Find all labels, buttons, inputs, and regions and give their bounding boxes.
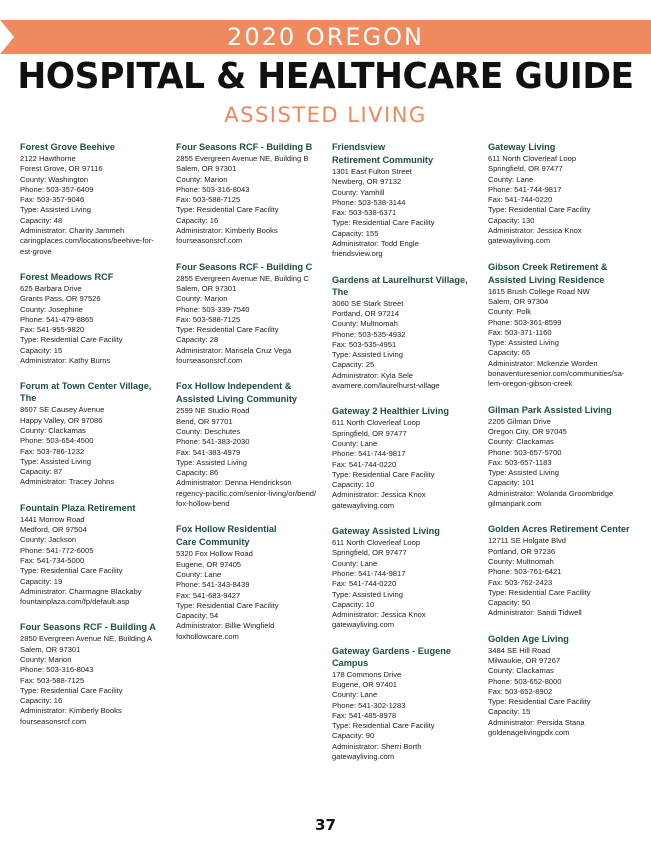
listing-entry	[20, 621, 170, 727]
facility-type: Type: Assisted Living	[20, 456, 91, 466]
facility-detail: Newberg, OR 97132	[332, 177, 402, 187]
facility-type: Type: Residential Care Facility	[20, 335, 123, 345]
listing-entry	[488, 261, 638, 390]
facility-county: County: Marion	[176, 294, 228, 304]
facility-detail: 611 North Cloverleaf Loop	[332, 538, 421, 548]
facility-detail: 12711 SE Holgate Blvd	[488, 536, 566, 546]
facility-detail: Springfield, OR 97477	[488, 164, 563, 174]
facility-county: County: Clackamas	[488, 437, 554, 447]
listing-column-3	[332, 141, 482, 776]
facility-detail: 611 North Cloverleaf Loop	[488, 154, 577, 163]
section-subtitle: ASSISTED LIVING	[224, 103, 427, 127]
facility-county: County: Polk	[488, 307, 532, 317]
facility-detail: Salem, OR 97304	[488, 296, 549, 306]
facility-capacity: Capacity: 50	[488, 598, 531, 608]
facility-capacity: Capacity: 25	[332, 360, 375, 370]
facility-name: Gateway 2 Healthier Living	[332, 406, 449, 417]
facility-type: Type: Residential Care Facility	[20, 566, 123, 576]
facility-website[interactable]: foxhollowcare.com	[176, 631, 239, 641]
facility-detail: Medford, OR 97504	[20, 525, 87, 535]
facility-website[interactable]: bonaventuresenior.com/communities/sa-	[488, 369, 625, 379]
listing-entry	[20, 502, 170, 608]
facility-phone: Phone: 541-744-9817	[488, 184, 562, 194]
facility-name: Four Seasons RCF - Building C	[176, 261, 313, 272]
listing-entry	[176, 261, 326, 367]
listing-entry	[332, 525, 482, 631]
facility-detail: 2122 Hawthorne	[20, 154, 76, 163]
facility-county: County: Lane	[176, 569, 222, 579]
listing-entry	[332, 141, 482, 260]
facility-county: County: Multnomah	[332, 319, 398, 329]
listing-column-4	[488, 141, 638, 752]
facility-website[interactable]: gatewayliving.com	[332, 620, 395, 630]
facility-capacity: Capacity: 15	[488, 707, 531, 717]
listing-entry	[176, 523, 326, 642]
facility-type: Type: Residential Care Facility	[332, 218, 435, 228]
facility-detail: 2855 Evergreen Avenue NE, Building B	[176, 154, 309, 163]
facility-website[interactable]: fountainplaza.com/fp/default.asp	[20, 597, 130, 607]
facility-fax: Fax: 541-734-5000	[20, 555, 85, 565]
facility-phone: Phone: 503-361-8599	[488, 317, 562, 327]
facility-type: Type: Residential Care Facility	[488, 205, 591, 215]
listing-entry	[176, 380, 326, 509]
facility-detail: Eugene, OR 97401	[332, 679, 398, 689]
facility-county: County: Marion	[20, 654, 72, 664]
facility-detail: Milwaukie, OR 97267	[488, 655, 561, 665]
facility-detail: 8607 SE Causey Avenue	[20, 405, 105, 415]
facility-detail: 2205 Gilman Drive	[488, 416, 551, 426]
facility-administrator: Administrator: Sandi Tidwell	[488, 608, 582, 618]
facility-capacity: Capacity: 28	[176, 335, 219, 345]
facility-website[interactable]: friendsview.org	[332, 249, 383, 259]
facility-detail: 3060 SE Stark Street	[332, 298, 404, 308]
facility-phone: Phone: 541-383-2030	[176, 437, 250, 447]
facility-name: Gateway Gardens - Eugene Campus	[332, 645, 451, 668]
facility-website[interactable]: fourseasonsrcf.com	[176, 356, 243, 366]
facility-phone: Phone: 541-479-8865	[20, 314, 94, 324]
facility-capacity: Capacity: 87	[20, 467, 63, 477]
facility-name: Golden Age Living	[488, 633, 569, 644]
facility-name: Care Community	[176, 537, 250, 548]
facility-county: County: Lane	[488, 174, 534, 184]
facility-detail: 3484 SE Hill Road	[488, 645, 551, 655]
facility-name: Friendsview	[332, 142, 386, 152]
facility-fax: Fax: 503-588-7125	[176, 314, 241, 324]
facility-capacity: Capacity: 130	[488, 215, 535, 225]
facility-capacity: Capacity: 10	[332, 599, 375, 609]
facility-administrator: Administrator: Charity Jammeh	[20, 226, 125, 236]
facility-fax: Fax: 503-535-4951	[332, 339, 397, 349]
facility-phone: Phone: 541-302-1283	[332, 700, 406, 710]
facility-fax: Fax: 541-744-0220	[488, 195, 553, 205]
facility-capacity: Capacity: 15	[20, 345, 63, 355]
facility-website[interactable]: gatewayliving.com	[332, 500, 395, 510]
listing-entry	[176, 141, 326, 247]
facility-county: County: Yamhill	[332, 187, 385, 197]
facility-type: Type: Assisted Living	[332, 589, 403, 599]
facility-phone: Phone: 503-535-4932	[332, 329, 406, 339]
facility-name: Forum at Town Center Village, The	[20, 381, 152, 404]
facility-website[interactable]: fourseasonsrcf.com	[176, 236, 243, 246]
facility-administrator: Administrator: Persida Stana	[488, 717, 585, 727]
facility-county: County: Clackamas	[488, 666, 554, 676]
facility-phone: Phone: 541-744-9817	[332, 449, 406, 459]
facility-capacity: Capacity: 19	[20, 576, 63, 586]
facility-administrator: Administrator: Billie Wingfield	[176, 621, 275, 631]
facility-detail: Springfield, OR 97477	[332, 428, 407, 438]
facility-type: Type: Assisted Living	[488, 338, 559, 348]
facility-detail: 1615 Brush College Road NW	[488, 286, 590, 296]
listing-entry	[20, 271, 170, 366]
facility-detail: fox-hollow-bend	[176, 499, 230, 509]
page-number: 37	[315, 816, 336, 834]
listing-entry	[488, 523, 638, 618]
facility-fax: Fax: 503-538-6371	[332, 208, 397, 218]
facility-name: Gardens at Laurelhurst Village, The	[332, 274, 468, 297]
facility-phone: Phone: 541-343-8439	[176, 580, 250, 590]
facility-administrator: Administrator: Jessica Knox	[488, 226, 582, 236]
facility-type: Type: Assisted Living	[20, 205, 91, 215]
facility-detail: est-grove	[20, 246, 52, 256]
facility-phone: Phone: 503-761-6421	[488, 567, 562, 577]
banner-text: 2020 OREGON	[227, 23, 424, 51]
facility-type: Type: Residential Care Facility	[176, 205, 279, 215]
facility-type: Type: Residential Care Facility	[332, 721, 435, 731]
facility-administrator: Administrator: Mckenzie Worden	[488, 358, 598, 368]
facility-detail: 2850 Evergreen Avenue NE, Building A	[20, 634, 152, 644]
facility-administrator: Administrator: Todd Engle	[332, 239, 419, 249]
facility-type: Type: Residential Care Facility	[332, 469, 435, 479]
listing-entry	[332, 405, 482, 511]
facility-name: Forest Meadows RCF	[20, 271, 114, 282]
facility-fax: Fax: 541-955-9820	[20, 325, 85, 335]
facility-capacity: Capacity: 86	[176, 468, 219, 478]
facility-detail: 611 North Cloverleaf Loop	[332, 418, 421, 428]
facility-website[interactable]: gilmanpark.com	[488, 499, 542, 509]
listing-entry	[332, 274, 482, 392]
facility-fax: Fax: 541-485-8978	[332, 710, 397, 720]
facility-type: Type: Residential Care Facility	[488, 587, 591, 597]
facility-type: Type: Assisted Living	[488, 468, 559, 478]
facility-fax: Fax: 541-744-0220	[332, 459, 397, 469]
facility-phone: Phone: 503-316-8043	[20, 665, 94, 675]
facility-county: County: Washington	[20, 174, 89, 184]
facility-fax: Fax: 503-762-2423	[488, 577, 553, 587]
facility-name: Fountain Plaza Retirement	[20, 502, 136, 513]
listing-entry	[488, 633, 638, 739]
facility-name: Gateway Living	[488, 142, 556, 152]
facility-administrator: Administrator: Charmagne Blackaby	[20, 586, 142, 596]
facility-detail: Portland, OR 97214	[332, 308, 400, 318]
facility-county: County: Lane	[332, 438, 378, 448]
facility-detail: 178 Commons Drive	[332, 669, 402, 679]
facility-detail: Bend, OR 97701	[176, 416, 233, 426]
facility-capacity: Capacity: 10	[332, 480, 375, 490]
facility-phone: Phone: 503-654-4500	[20, 436, 94, 446]
facility-name: Four Seasons RCF - Building A	[20, 622, 156, 633]
page-title: HOSPITAL & HEALTHCARE GUIDE	[17, 56, 634, 97]
facility-name: Four Seasons RCF - Building B	[176, 142, 313, 152]
facility-website[interactable]: regency-pacific.com/senior-living/or/bend/	[176, 488, 317, 498]
facility-type: Type: Assisted Living	[176, 457, 247, 467]
facility-county: County: Multnomah	[488, 556, 554, 566]
facility-administrator: Administrator: Kimberly Books	[20, 706, 122, 716]
facility-fax: Fax: 541-683-9427	[176, 590, 241, 600]
facility-name: Gilman Park Assisted Living	[488, 404, 612, 415]
facility-detail: Oregon City, OR 97045	[488, 426, 567, 436]
listing-column-1	[20, 141, 170, 741]
facility-county: County: Marion	[176, 174, 228, 184]
facility-county: County: Lane	[332, 558, 378, 568]
facility-type: Type: Residential Care Facility	[176, 325, 279, 335]
listing-entry	[20, 380, 170, 487]
facility-administrator: Administrator: Kyla Sele	[332, 370, 414, 380]
facility-fax: Fax: 503-657-1183	[488, 457, 552, 467]
facility-capacity: Capacity: 155	[332, 228, 379, 238]
facility-detail: 5320 Fox Hollow Road	[176, 549, 253, 559]
facility-detail: lem-oregon-gibson-creek	[488, 379, 573, 389]
facility-phone: Phone: 503-339-7540	[176, 304, 250, 314]
facility-county: County: Jackson	[20, 535, 77, 545]
facility-name: Assisted Living Residence	[488, 274, 605, 285]
facility-detail: 1301 East Fulton Street	[332, 167, 412, 176]
facility-administrator: Administrator: Marisela Cruz Vega	[176, 345, 292, 355]
facility-detail: 2855 Evergreen Avenue NE, Building C	[176, 273, 309, 283]
facility-fax: Fax: 503-786-1232	[20, 446, 85, 456]
listing-column-2	[176, 141, 326, 656]
facility-detail: Eugene, OR 97405	[176, 559, 242, 569]
facility-type: Type: Residential Care Facility	[20, 685, 123, 695]
facility-name: Gateway Assisted Living	[332, 526, 440, 537]
facility-county: County: Josephine	[20, 304, 83, 314]
facility-fax: Fax: 503-371-1160	[488, 327, 552, 337]
facility-county: County: Deschutes	[176, 426, 241, 436]
facility-name: Fox Hollow Independent &	[176, 381, 292, 392]
facility-phone: Phone: 503-652-8000	[488, 676, 562, 686]
facility-capacity: Capacity: 90	[332, 731, 375, 741]
facility-phone: Phone: 503-657-5700	[488, 447, 562, 457]
facility-administrator: Administrator: Kathy Burns	[20, 356, 111, 366]
facility-capacity: Capacity: 48	[20, 215, 63, 225]
facility-website[interactable]: caringplaces.com/locations/beehive-for-	[20, 236, 154, 246]
facility-fax: Fax: 541-744-0220	[332, 579, 397, 589]
facility-name: Gibson Creek Retirement &	[488, 261, 608, 272]
facility-type: Type: Residential Care Facility	[176, 600, 279, 610]
facility-name: Retirement Community	[332, 155, 434, 165]
facility-capacity: Capacity: 16	[176, 215, 219, 225]
facility-detail: Portland, OR 97236	[488, 546, 556, 556]
listing-entry	[488, 404, 638, 510]
facility-name: Assisted Living Community	[176, 394, 297, 405]
facility-name: Fox Hollow Residential	[176, 524, 277, 535]
facility-capacity: Capacity: 16	[20, 696, 63, 706]
facility-administrator: Administrator: Jessica Knox	[332, 490, 426, 500]
facility-administrator: Administrator: Tracey Johns	[20, 477, 115, 487]
facility-type: Type: Residential Care Facility	[488, 697, 591, 707]
facility-website[interactable]: gatewayliving.com	[488, 236, 551, 246]
facility-county: County: Lane	[332, 690, 378, 700]
facility-fax: Fax: 503-588-7125	[20, 675, 85, 685]
facility-detail: Salem, OR 97301	[20, 644, 81, 654]
facility-website[interactable]: gatewayliving.com	[332, 752, 395, 762]
facility-administrator: Administrator: Jessica Knox	[332, 610, 426, 620]
facility-capacity: Capacity: 54	[176, 611, 219, 621]
facility-capacity: Capacity: 101	[488, 478, 535, 488]
listing-entry	[332, 645, 482, 763]
facility-administrator: Administrator: Sherri Borth	[332, 741, 422, 751]
facility-phone: Phone: 503-316-8043	[176, 184, 250, 194]
facility-phone: Phone: 503-538-3144	[332, 197, 406, 207]
facility-detail: 625 Barbara Drive	[20, 283, 82, 293]
facility-detail: Springfield, OR 97477	[332, 548, 407, 558]
facility-administrator: Administrator: Denna Hendrickson	[176, 478, 292, 488]
facility-name: Golden Acres Retirement Center	[488, 524, 630, 535]
facility-website[interactable]: fourseasonsrcf.com	[20, 716, 87, 726]
facility-administrator: Administrator: Kimberly Books	[176, 226, 278, 236]
listing-entry	[488, 141, 638, 247]
facility-type: Type: Assisted Living	[332, 350, 403, 360]
facility-capacity: Capacity: 65	[488, 348, 531, 358]
facility-phone: Phone: 541-772-6005	[20, 545, 94, 555]
facility-detail: Salem, OR 97301	[176, 164, 237, 174]
facility-name: Forest Grove Beehive	[20, 142, 115, 152]
facility-website[interactable]: goldenagelivingpdx.com	[488, 728, 570, 738]
facility-county: County: Clackamas	[20, 425, 86, 435]
facility-detail: 2599 NE Studio Road	[176, 406, 250, 416]
facility-fax: Fax: 541-383-4979	[176, 447, 241, 457]
facility-fax: Fax: 503-357-9046	[20, 195, 85, 205]
listing-entry	[20, 141, 170, 257]
facility-detail: Grants Pass, OR 97526	[20, 294, 101, 304]
facility-phone: Phone: 503-357-6409	[20, 184, 94, 194]
header-banner	[0, 20, 651, 54]
facility-website[interactable]: avamere.com/laurelhurst-village	[332, 381, 440, 391]
facility-administrator: Administrator: Wolanda Groombridge	[488, 488, 614, 498]
facility-fax: Fax: 503-652-8902	[488, 686, 553, 696]
facility-detail: Forest Grove, OR 97116	[20, 164, 103, 174]
facility-fax: Fax: 503-588-7125	[176, 195, 241, 205]
facility-detail: Happy Valley, OR 97086	[20, 415, 103, 425]
facility-phone: Phone: 541-744-9817	[332, 568, 406, 578]
facility-detail: 1441 Morrow Road	[20, 514, 85, 524]
facility-detail: Salem, OR 97301	[176, 283, 237, 293]
